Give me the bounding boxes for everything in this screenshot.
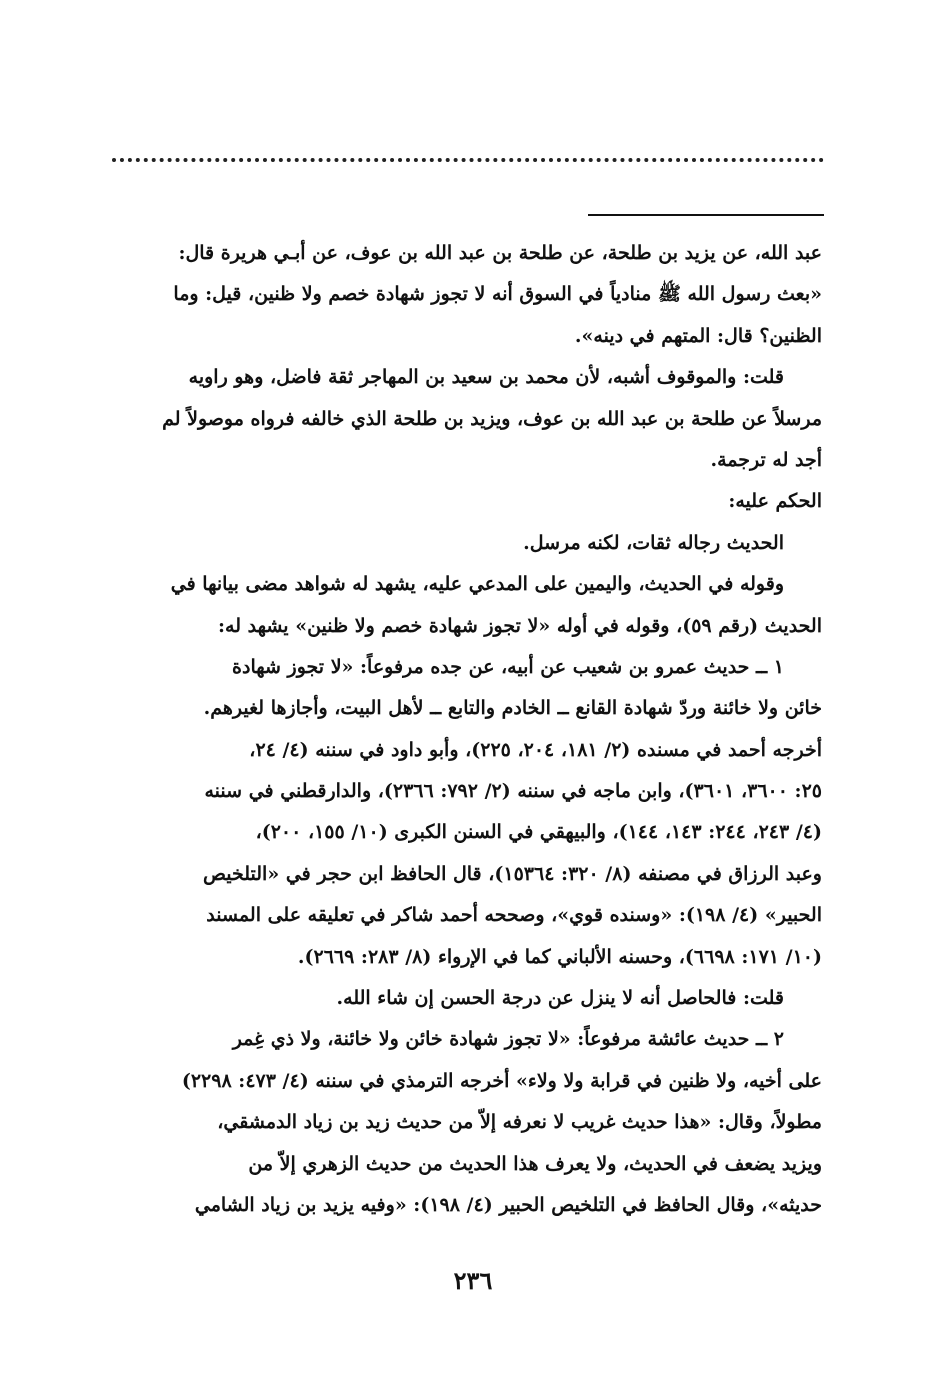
text-line: الحبير» (٤/ ١٩٨): «وسنده قوي»، وصححه أحمد شاكر في تعليقه على المسند bbox=[206, 904, 822, 927]
text-line: ١ ــ حديث عمرو بن شعيب عن أبيه، عن جده مرفوعاً: «لا تجوز شهادة bbox=[232, 655, 784, 678]
text-line: الظنين؟ قال: المتهم في دينه». bbox=[574, 324, 822, 347]
text-line: قلت: فالحاصل أنه لا ينزل عن درجة الحسن إن شاء الله. bbox=[336, 987, 784, 1010]
text-line: (٤/ ٢٤٣، ٢٤٤: ١٤٣، ١٤٤)، والبيهقي في السنن الكبرى (١٠/ ١٥٥، ٢٠٠)، bbox=[255, 821, 822, 844]
section-heading: الحكم عليه: bbox=[728, 490, 822, 513]
text-line: الحديث (رقم ٥٩)، وقوله في أوله «لا تجوز شهادة خصم ولا ظنين» يشهد له: bbox=[218, 614, 822, 637]
text-line: أجد له ترجمة. bbox=[710, 448, 822, 471]
footnote-rule bbox=[588, 214, 824, 216]
footnote-text-block bbox=[104, 233, 822, 1226]
text-line: قلت: والموقوف أشبه، لأن محمد بن سعيد بن المهاجر ثقة فاضل، وهو راويه bbox=[188, 366, 784, 389]
page-number: ٢٣٦ bbox=[453, 1266, 493, 1295]
text-line: مرسلاً عن طلحة بن عبد الله بن عوف، ويزيد بن طلحة الذي خالفه فرواه موصولاً لم bbox=[162, 407, 822, 430]
dotted-separator bbox=[112, 158, 824, 162]
text-line: ٢٥: ٣٦٠٠، ٣٦٠١)، وابن ماجه في سننه (٢/ ٧٩٢: ٢٣٦٦)، والدارقطني في سننه bbox=[204, 780, 822, 803]
text-line: أخرجه أحمد في مسنده (٢/ ١٨١، ٢٠٤، ٢٢٥)، وأبو داود في سننه (٤/ ٢٤، bbox=[249, 738, 822, 761]
text-line: وقوله في الحديث، واليمين على المدعي عليه، يشهد له شواهد مضى بيانها في bbox=[170, 573, 784, 596]
text-line: الحديث رجاله ثقات، لكنه مرسل. bbox=[523, 531, 784, 554]
text-line: خائن ولا خائنة وردّ شهادة القانع ــ الخادم والتابع ــ لأهل البيت، وأجازها لغيرهم. bbox=[203, 697, 822, 720]
text-line: على أخيه، ولا ظنين في قرابة ولا ولاء» أخرجه الترمذي في سننه (٤/ ٤٧٣: ٢٢٩٨) bbox=[181, 1069, 822, 1092]
text-line: «بعث رسول الله ﷺ منادياً في السوق أنه لا تجوز شهادة خصم ولا ظنين، قيل: وما bbox=[173, 283, 822, 306]
text-line: عبد الله، عن يزيد بن طلحة، عن طلحة بن عبد الله بن عوف، عن أبـي هريرة قال: bbox=[178, 242, 822, 264]
text-line: ٢ ــ حديث عائشة مرفوعاً: «لا تجوز شهادة خائن ولا خائنة، ولا ذي غِمر bbox=[232, 1028, 784, 1051]
text-line: (١٠/ ١٧١: ٦٦٩٨)، وحسنه الألباني كما في الإرواء (٨/ ٢٨٣: ٢٦٦٩). bbox=[297, 945, 822, 968]
text-line: حديثه»، وقال الحافظ في التلخيص الحبير (٤/ ١٩٨): «وفيه يزيد بن زياد الشامي bbox=[194, 1193, 822, 1216]
text-line: ويزيد يضعف في الحديث، ولا يعرف هذا الحديث من حديث الزهري إلاّ من bbox=[248, 1152, 822, 1175]
text-line: مطولاً، وقال: «هذا حديث غريب لا نعرفه إلاّ من حديث زيد بن زياد الدمشقي، bbox=[217, 1111, 822, 1134]
text-line: وعبد الرزاق في مصنفه (٨/ ٣٢٠: ١٥٣٦٤)، قال الحافظ ابن حجر في «التلخيص bbox=[202, 862, 822, 885]
